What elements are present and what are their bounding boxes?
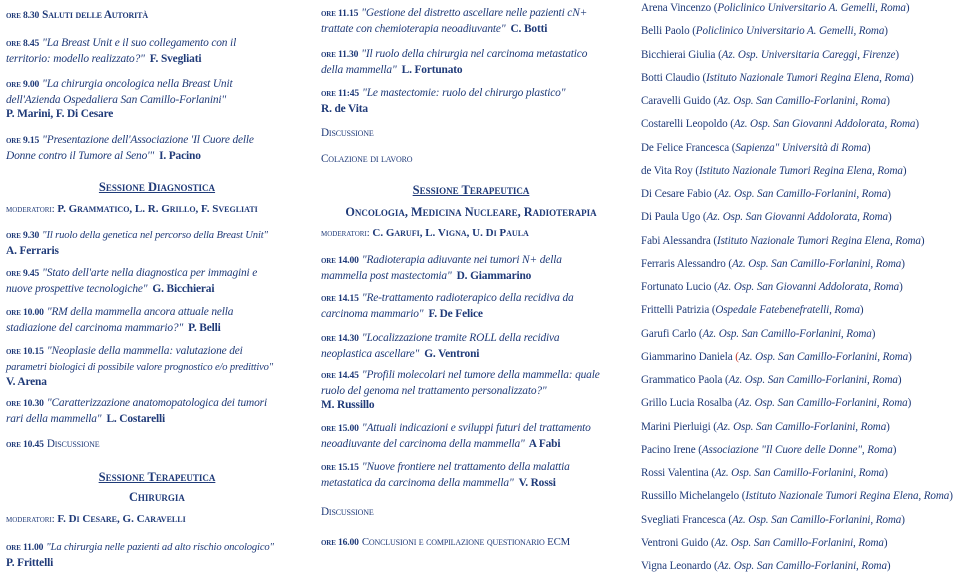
faculty-paren-close: ) (902, 164, 907, 177)
faculty-paren-open: ( (708, 536, 715, 549)
faculty-affiliation: Az. Osp. San Camillo-Forlanini, Roma (731, 257, 902, 270)
faculty-item (641, 49, 899, 61)
session-title-diagnostica: Sessione Diagnostica (98, 180, 216, 194)
faculty-affiliation: Associazione "Il Cuore delle Donne", Roma (701, 443, 893, 456)
faculty-name: De Felice Francesca (641, 141, 730, 154)
program-item-saluti: ore 8.30 Saluti delle Autorità (6, 9, 148, 21)
faculty-affiliation: Az. Osp. San Camillo-Forlanini, Roma (716, 95, 887, 107)
program-item-1600: ore 16.00 Conclusioni e compilazione questionario ECM (321, 536, 571, 548)
faculty-affiliation: Istituto Nazionale Tumori Regina Elena, Roma (745, 490, 950, 503)
program-item-1130: ore 11.30 "Il ruolo della chirurgia nel carcinoma metastatico della mammella" L. Fortunato (321, 48, 588, 76)
program-item-1500: ore 15.00 "Attuali indicazioni e sviluppi futuri del trattamento neoadiuvante del carcinoma della mammella" A Fabi (321, 422, 591, 450)
faculty-item (641, 118, 919, 130)
faculty-item (641, 281, 903, 293)
faculty-paren-open: ( (699, 71, 707, 84)
faculty-name: Fortunato Lucio (641, 281, 712, 293)
faculty-name: Russillo Michelangelo (641, 490, 740, 503)
faculty-affiliation: Az. Osp. San Giovanni Addolorata, Roma (733, 118, 916, 131)
faculty-item (641, 351, 912, 363)
faculty-paren-close: ) (886, 560, 891, 572)
faculty-paren-close: ) (908, 350, 912, 363)
faculty-paren-open: ( (725, 513, 732, 526)
faculty-affiliation: Az. Osp. San Camillo-Forlanini, Roma (717, 188, 888, 200)
faculty-name: Giammarino Daniela (641, 350, 733, 363)
lunch-label: Colazione di lavoro (321, 153, 413, 165)
faculty-name: Caravelli Guido (641, 95, 711, 107)
faculty-item (641, 142, 871, 154)
faculty-affiliation: Istituto Nazionale Tumori Regina Elena, Roma (698, 164, 903, 177)
faculty-paren-open: ( (695, 443, 702, 456)
faculty-paren-open: ( (711, 2, 718, 14)
faculty-name: Garufi Carlo (641, 327, 697, 340)
faculty-name: Ventroni Guido (641, 536, 709, 549)
faculty-paren-open: ( (711, 188, 718, 200)
program-item-1045: ore 10.45 Discussione (6, 438, 100, 450)
faculty-name: Ferraris Alessandro (641, 257, 726, 270)
faculty-paren-open: ( (711, 281, 718, 293)
faculty-item (641, 258, 905, 270)
faculty-paren-open: ( (732, 397, 739, 410)
program-item-1145: ore 11:45 "Le mastectomie: ruolo del chirurgo plastico" R. de Vita (321, 87, 566, 115)
program-item-930: ore 9.30 "Il ruolo della genetica nel percorso della Breast Unit" A. Ferraris (6, 230, 268, 257)
faculty-paren-open: ( (689, 25, 696, 38)
faculty-paren-close: ) (866, 141, 871, 154)
faculty-item (641, 304, 864, 316)
faculty-item (641, 211, 892, 223)
faculty-paren-close: ) (895, 48, 899, 61)
faculty-paren-close: ) (949, 490, 953, 503)
faculty-item (641, 328, 875, 340)
program-item-900: ore 9.00 "La chirurgia oncologica nella Breast Unit dell'Azienda Ospedaliera San Camillo-Forlanini" P. Marini, F. Di Cesare (6, 78, 233, 120)
faculty-item (641, 95, 890, 107)
program-item-845: ore 8.45 "La Breast Unit e il suo collegamento con il territorio: modello realizzato?" F. Svegliati (6, 37, 237, 65)
program-item-1030: ore 10.30 "Caratterizzazione anatomopatologica dei tumori rari della mammella" L. Costarelli (6, 397, 267, 425)
faculty-name: Arena Vincenzo (641, 2, 712, 14)
faculty-paren-open: ( (700, 211, 707, 224)
faculty-paren-close: ) (886, 420, 890, 433)
faculty-item (641, 490, 953, 502)
faculty-name: Botti Claudio (641, 71, 700, 84)
program-item-1430: ore 14.30 "Localizzazione tramite ROLL della recidiva neoplastica ascellare" G. Ventroni (321, 332, 560, 360)
faculty-paren-close: ) (883, 536, 888, 549)
faculty-item (641, 235, 925, 247)
program-item-1415: ore 14.15 "Re-trattamento radioterapico della recidiva da carcinoma mammario" F. De Felice (321, 292, 574, 320)
faculty-affiliation: Az. Osp. Universitaria Careggi, Firenze (721, 48, 896, 61)
faculty-affiliation: Policlinico Universitario A. Gemelli, Roma (695, 25, 885, 38)
faculty-paren-close: ) (888, 211, 892, 224)
faculty-affiliation: Az. Osp. San Camillo-Forlanini, Roma (702, 327, 872, 340)
faculty-paren-close: ) (920, 234, 925, 247)
session-subtitle-chirurgia: Chirurgia (129, 490, 185, 504)
faculty-item (641, 444, 896, 456)
faculty-paren-close: ) (905, 2, 910, 14)
faculty-paren-open: ( (722, 374, 729, 386)
program-item-915: ore 9.15 "Presentazione dell'Associazione 'Il Cuore delle Donne contro il Tumore al Seno'" I. Pacino (6, 134, 254, 162)
faculty-affiliation: Istituto Nazionale Tumori Regina Elena, Roma (706, 71, 910, 84)
faculty-affiliation: Ospedale Fatebenefratelli, Roma (715, 304, 860, 317)
moderators-diagnostica: moderatori: P. Grammatico, L. R. Grillo, F. Svegliati (6, 203, 258, 215)
faculty-name: Costarelli Leopoldo (641, 118, 728, 131)
faculty-paren-close: ) (910, 71, 914, 84)
faculty-paren-close: ) (886, 95, 890, 107)
faculty-paren-close: ) (901, 513, 905, 526)
faculty-paren-close: ) (899, 281, 903, 293)
faculty-paren-open: ( (711, 560, 718, 572)
faculty-paren-close: ) (897, 374, 902, 386)
faculty-name: Frittelli Patrizia (641, 304, 710, 317)
program-item-1000: ore 10.00 "RM della mammella ancora attuale nella stadiazione del carcinoma mammario?" P. Belli (6, 306, 234, 334)
faculty-paren-open: ( (725, 257, 732, 270)
faculty-affiliation: Az. Osp. San Camillo-Forlanini, Roma (728, 374, 898, 386)
faculty-affiliation: Az. Osp. San Camillo-Forlanini, Roma (716, 420, 887, 433)
faculty-affiliation: Az. Osp. San Giovanni Addolorata, Roma (706, 211, 888, 224)
faculty-name: Vigna Leonardo (641, 560, 712, 572)
program-item-1445: ore 14.45 "Profili molecolari nel tumore della mammella: quale ruolo del genoma nel trattamento personalizzato?" M. Russillo (321, 369, 600, 411)
faculty-paren-close: ) (907, 397, 912, 410)
faculty-affiliation: Sapienza" Università di Roma (735, 141, 867, 154)
faculty-affiliation: Az. Osp. San Camillo-Forlanini, Roma (738, 350, 909, 363)
faculty-item (641, 374, 901, 386)
faculty-paren-open: ( (696, 327, 703, 340)
faculty-name: Marini Pierluigi (641, 420, 711, 433)
faculty-name: Fabi Alessandra (641, 234, 711, 247)
faculty-paren-open: ( (715, 48, 722, 61)
faculty-paren-close: ) (871, 327, 876, 340)
faculty-paren-close: ) (887, 188, 891, 200)
faculty-name: Di Cesare Fabio (641, 188, 712, 200)
faculty-item (641, 514, 905, 526)
faculty-item (641, 397, 911, 409)
faculty-item (641, 188, 891, 200)
faculty-name: Di Paula Ugo (641, 211, 701, 224)
faculty-paren-open: ( (732, 350, 739, 363)
faculty-item (641, 165, 906, 177)
faculty-paren-close: ) (892, 443, 897, 456)
program-item-1115: ore 11.15 "Gestione del distretto ascellare nelle pazienti cN+ trattate con chemioterapia neoadiuvante" C. Botti (321, 7, 588, 35)
faculty-affiliation: Policlinico Universitario A. Gemelli, Roma (717, 2, 906, 14)
session-title-terapeutica-chirurgia: Sessione Terapeutica (98, 470, 216, 484)
faculty-item (641, 537, 887, 549)
faculty-paren-open: ( (710, 420, 717, 433)
faculty-affiliation: Az. Osp. San Camillo-Forlanini, Roma (731, 513, 902, 526)
faculty-paren-open: ( (710, 234, 717, 247)
faculty-name: Bicchierai Giulia (641, 48, 716, 61)
program-item-1515: ore 15.15 "Nuove frontiere nel trattamento della malattia metastatica da carcinoma della mammella" V. Rossi (321, 461, 570, 489)
faculty-item (641, 72, 914, 84)
faculty-paren-open: ( (727, 118, 734, 131)
program-item-1400: ore 14.00 "Radioterapia adiuvante nei tumori N+ della mammella post mastectomia" D. Giammarino (321, 254, 562, 282)
faculty-name: de Vita Roy (641, 164, 693, 177)
faculty-paren-open: ( (692, 164, 699, 177)
faculty-name: Grillo Lucia Rosalba (641, 397, 733, 410)
faculty-name: Belli Paolo (641, 25, 690, 38)
moderators-oncologia: moderatori: C. Garufi, L. Vigna, U. Di Paula (321, 227, 529, 239)
moderators-chirurgia: moderatori: F. Di Cesare, G. Caravelli (6, 513, 186, 525)
faculty-name: Rossi Valentina (641, 467, 709, 479)
faculty-name: Pacino Irene (641, 443, 696, 456)
faculty-paren-close: ) (884, 25, 888, 38)
faculty-name: Grammatico Paola (641, 374, 723, 386)
program-item-1015: ore 10.15 "Neoplasie della mammella: valutazione dei parametri biologici di possibile valore prognostico e/o predittivo" V. Arena (6, 345, 274, 388)
faculty-item (641, 467, 888, 479)
faculty-item (641, 421, 890, 433)
faculty-paren-open: ( (709, 304, 716, 317)
faculty-paren-close: ) (915, 118, 919, 131)
faculty-affiliation: Az. Osp. San Camillo-Forlanini, Roma (714, 467, 885, 479)
faculty-name: Svegliati Francesca (641, 513, 726, 526)
faculty-affiliation: Az. Osp. San Camillo-Forlanini, Roma (714, 536, 884, 549)
faculty-item (641, 25, 888, 37)
faculty-paren-open: ( (729, 141, 736, 154)
program-item-945: ore 9.45 "Stato dell'arte nella diagnostica per immagini e nuove prospettive tecnologiche" G. Bicchierai (6, 267, 258, 295)
session-title-terapeutica-oncologia: Sessione Terapeutica (412, 183, 530, 197)
faculty-paren-close: ) (884, 467, 888, 479)
faculty-paren-open: ( (739, 490, 746, 503)
faculty-item (641, 560, 891, 572)
discussion-label-afternoon: Discussione (321, 506, 374, 518)
discussion-label: Discussione (321, 127, 374, 139)
faculty-affiliation: Az. Osp. San Camillo-Forlanini, Roma (738, 397, 908, 410)
faculty-item (641, 2, 910, 14)
program-item-1100: ore 11.00 "La chirurgia nelle pazienti ad alto rischio oncologico" P. Frittelli (6, 542, 274, 569)
faculty-paren-open: ( (710, 95, 717, 107)
faculty-paren-close: ) (859, 304, 864, 317)
faculty-affiliation: Az. Osp. San Giovanni Addolorata, Roma (717, 281, 900, 293)
faculty-affiliation: Istituto Nazionale Tumori Regina Elena, Roma (716, 234, 921, 247)
faculty-paren-open: ( (708, 467, 715, 479)
faculty-affiliation: Az. Osp. San Camillo-Forlanini, Roma (717, 560, 887, 572)
session-subtitle-oncologia: Oncologia, Medicina Nucleare, Radioterapia (345, 205, 597, 219)
faculty-paren-close: ) (901, 257, 905, 270)
